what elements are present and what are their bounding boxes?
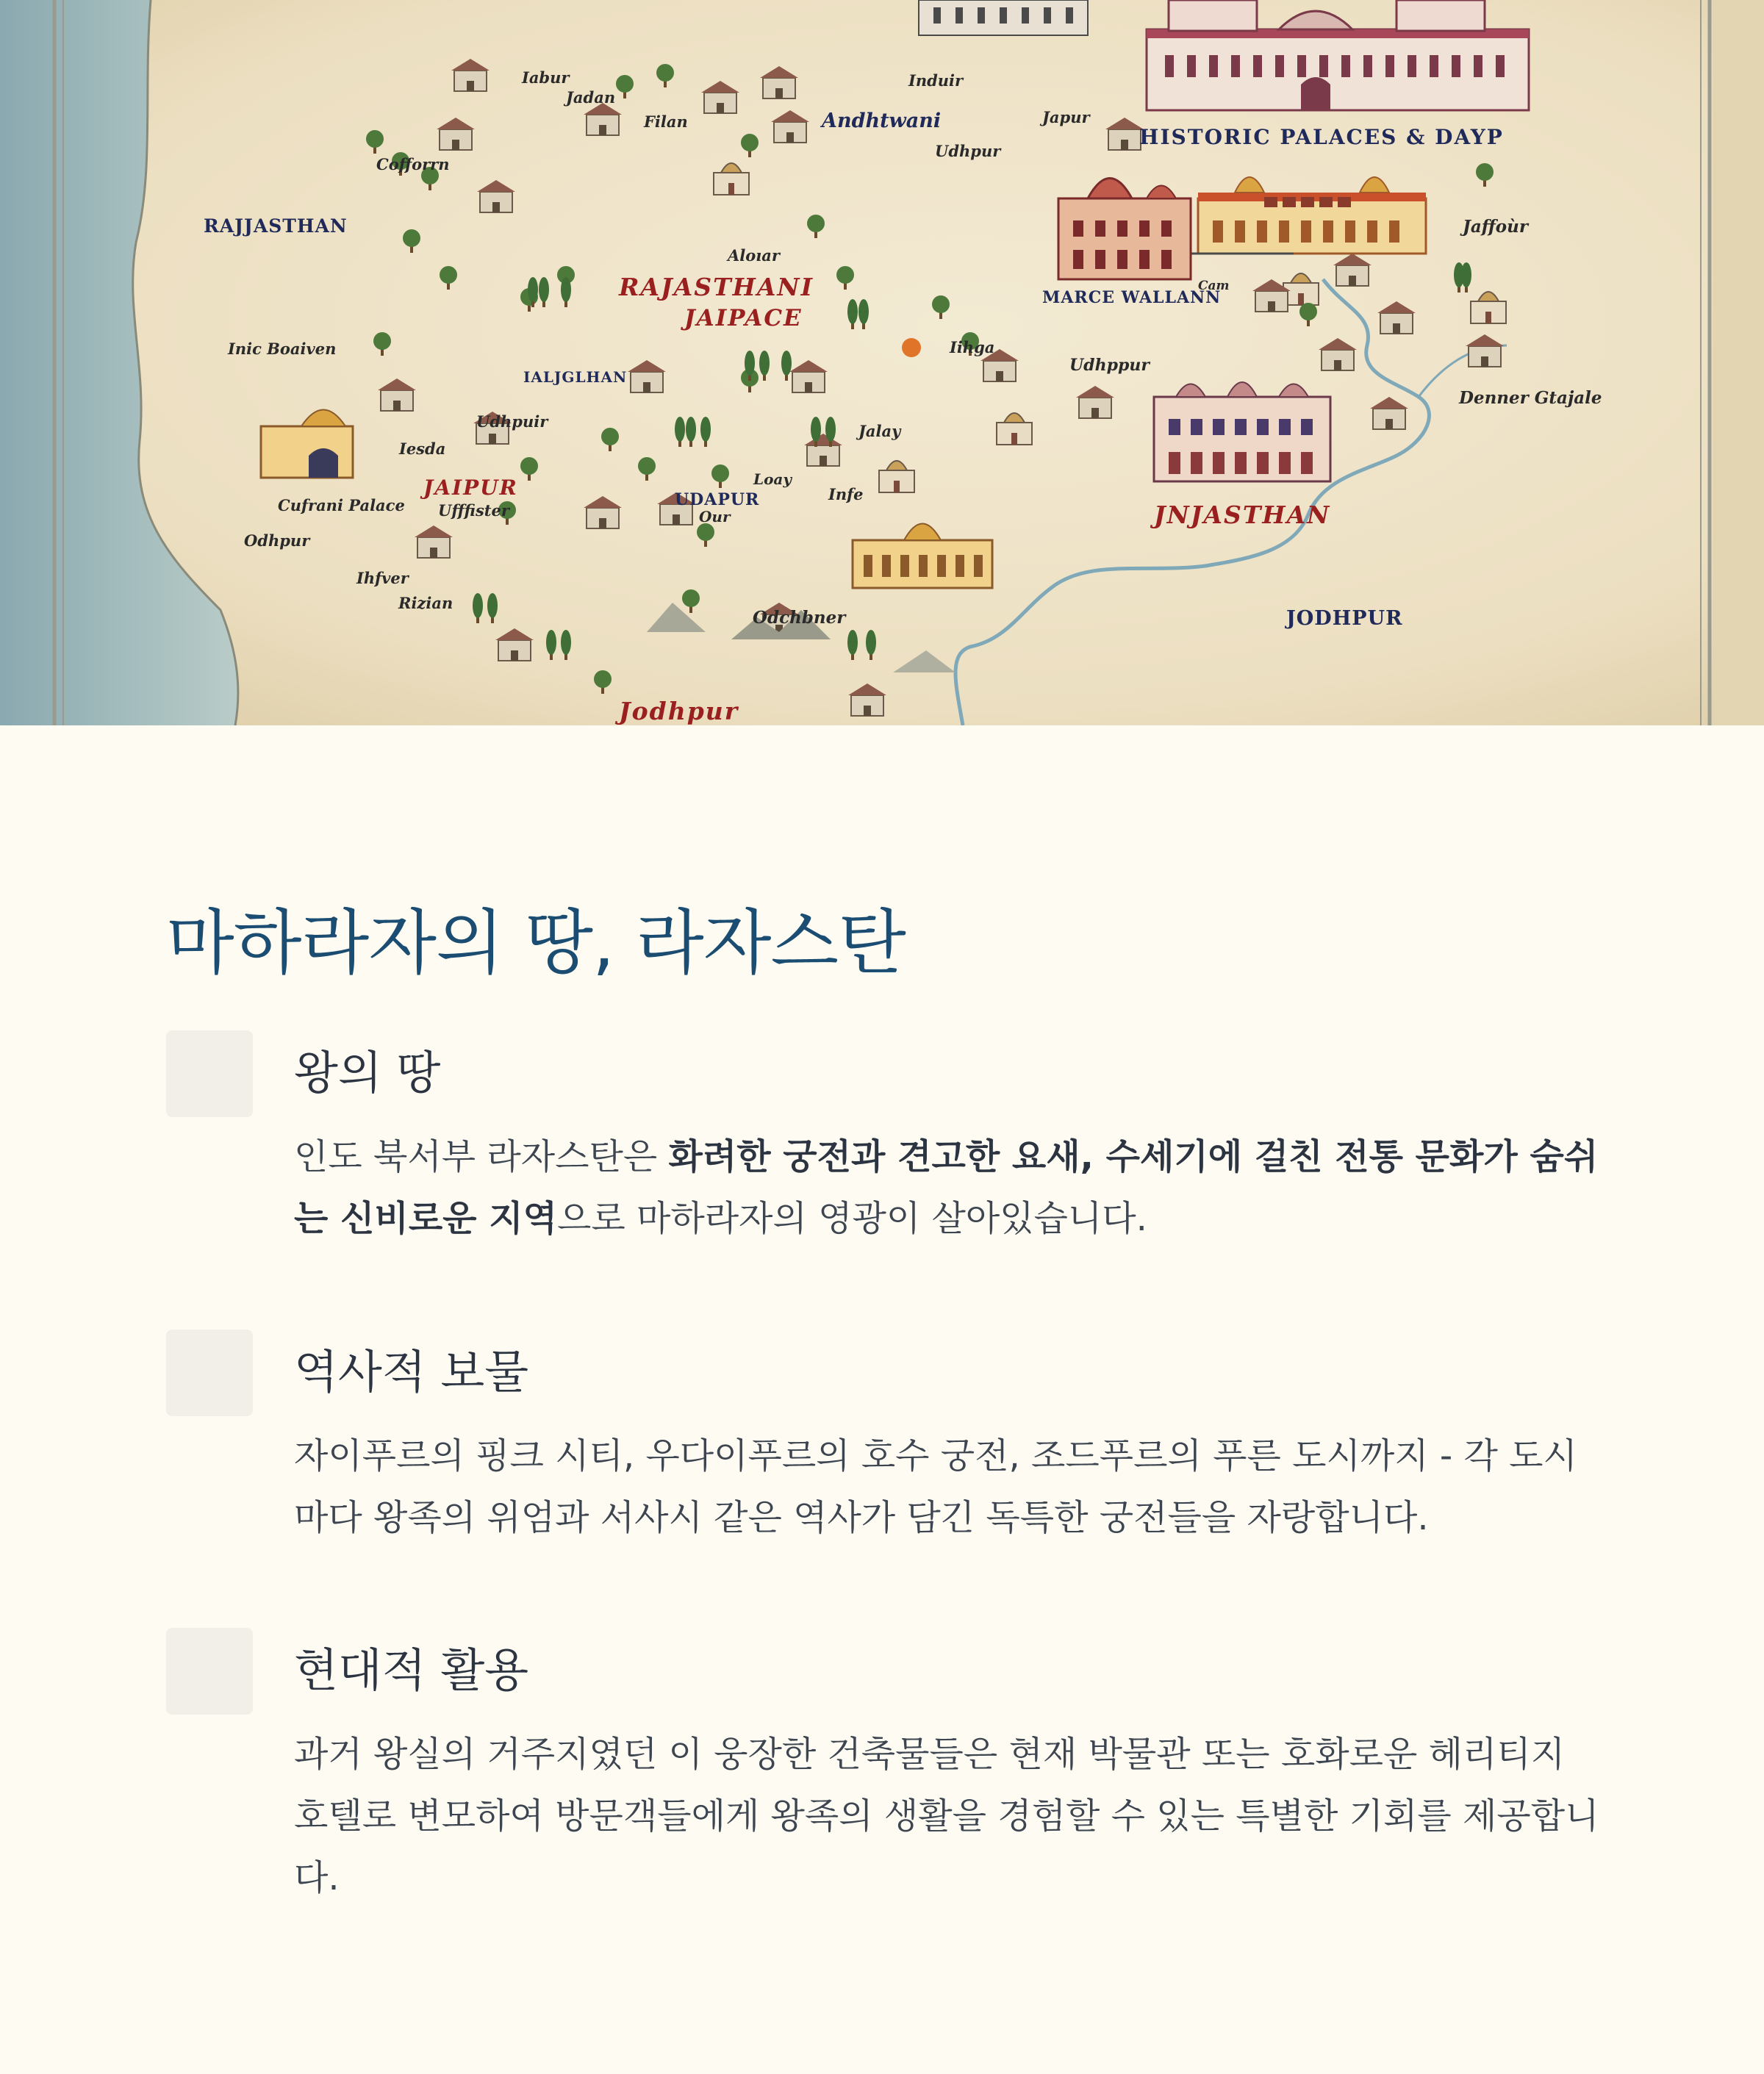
feature-heading: 역사적 보물 (294, 1345, 529, 1399)
map-label: Cufrani Palace (278, 496, 405, 514)
map-label: JNJASTHAN (1154, 500, 1331, 529)
map-label: Jodhpur (619, 697, 739, 725)
map-label: UDAPUR (675, 490, 760, 509)
map-label: Udhpuir (476, 412, 548, 431)
map-label: JODHPUR (1286, 607, 1403, 630)
map-label: HISTORIC PALACES & DAYP (1139, 125, 1504, 149)
feature-text: 과거 왕실의 거주지였던 이 웅장한 건축물들은 현재 박물관 또는 호화로운 헤리티지 호텔로 변모하여 방문객들에게 왕족의 생활을 경험할 수 있는 특별한 기회를 제공합니다. (294, 1734, 1599, 1898)
map-label: Denner Gtajale (1459, 388, 1602, 408)
map-label: Japur (1042, 108, 1090, 126)
map-label: Filan (644, 112, 688, 131)
feature-icon (166, 1030, 253, 1117)
feature-icon (166, 1628, 253, 1715)
feature-icon (166, 1330, 253, 1416)
map-label: Iesda (399, 439, 446, 458)
map-label: Iabur (522, 68, 570, 87)
map-label: Cam (1198, 279, 1230, 293)
map-illustration (0, 0, 1764, 725)
map-label: Jaffoùr (1463, 217, 1528, 237)
map-label: Jadan (566, 88, 616, 107)
map-label: Ihfver (356, 569, 409, 587)
map-label: Jalay (858, 422, 901, 440)
map-label: Induir (908, 71, 964, 90)
map-label: Udhppur (1069, 356, 1150, 375)
map-label: Andhtwani (822, 110, 942, 132)
fort-icon (919, 0, 1088, 35)
feature-text-highlight: 화려한 궁전과 견고한 요새, 수세기에 걸친 전통 문화가 숨쉬는 신비로운 지역 (294, 1136, 1599, 1239)
map-label: Inic Boaiven (228, 340, 337, 358)
map-label: Odhpur (244, 531, 310, 550)
palace-icon (1154, 382, 1330, 481)
map-label: RAJJASTHAN (204, 215, 348, 237)
feature-text (294, 1126, 1610, 1249)
content-section (0, 725, 1764, 2074)
map-label: Loay (753, 470, 792, 488)
map-label: Rizian (398, 594, 453, 612)
rajasthan-map (0, 0, 1764, 725)
map-label: Aloıar (728, 246, 780, 265)
map-label: RAJASTHANI (619, 273, 814, 301)
feature-heading: 현대적 활용 (294, 1643, 529, 1697)
map-label: Ufffister (438, 501, 509, 520)
feature-heading: 왕의 땅 (294, 1046, 441, 1099)
map-label: Our (699, 508, 731, 525)
feature-text: 자이푸르의 핑크 시티, 우다이푸르의 호수 궁전, 조드푸르의 푸른 도시까지 - 각 도시마다 왕족의 위엄과 서사시 같은 역사가 담긴 독특한 궁전들을 자랑합니다. (294, 1435, 1577, 1538)
palace-icon (1147, 0, 1529, 110)
feature-text-part: 인도 북서부 라자스탄은 (294, 1136, 669, 1177)
map-label: Udhpur (935, 142, 1001, 160)
map-label: Iihga (950, 338, 995, 356)
feature-text-part: 으로 마하라자의 영광이 살아있습니다. (557, 1198, 1147, 1239)
map-label: MARCE WALLANN (1042, 288, 1222, 307)
map-label: IALJGLHAN (523, 368, 628, 386)
map-label: JAIPUR (423, 476, 518, 500)
map-label: Odchbner (753, 608, 846, 628)
page-title: 마하라자의 땅, 라자스탄 (166, 902, 906, 984)
map-label: Cofforrn (376, 155, 450, 173)
map-label: Infe (828, 485, 864, 503)
map-label: JAIPACE (684, 305, 803, 331)
